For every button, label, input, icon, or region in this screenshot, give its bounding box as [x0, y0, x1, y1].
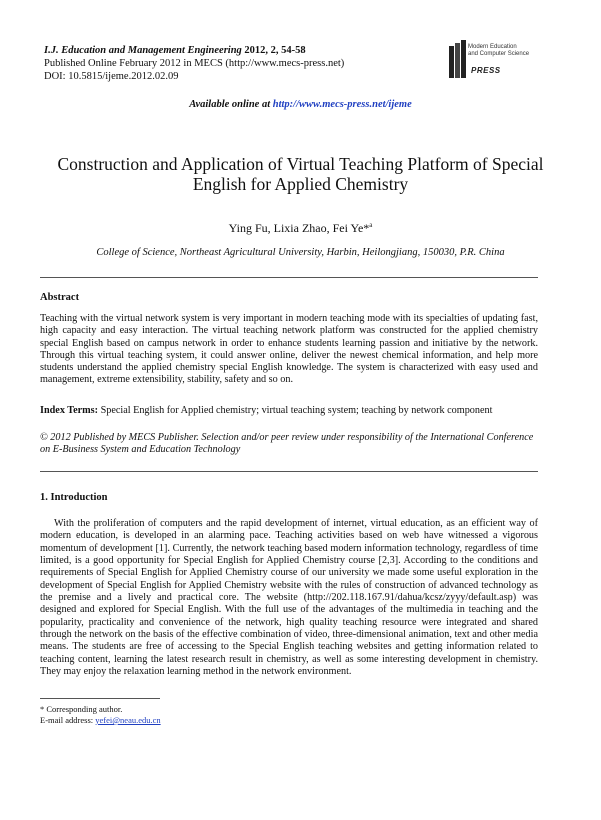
doi-line: DOI: 10.5815/ijeme.2012.02.09 [44, 71, 179, 82]
index-terms: Index Terms: Special English for Applied chemistry; virtual teaching system; teaching by network component [40, 405, 493, 416]
introduction-text: With the proliferation of computers and the rapid development of internet, virtual education, as an efficient way of modern education, is developed in an alarming pace. Teaching activities based on web have witnessed a vigorous momentum of development [1]. Currently, the network teaching based modern information technology, regardless of time limited, is a good opportunity for Special English for Applied Chemistry course [2,3]. According to the conditions and requirements of Special English for Applied Chemistry course of our university we made some useful exploration in the development of Special English for Applied Chemistry website with the rules of construction of advanced technology as the premise and a lively and practical core. The website (http://202.118.167.91/dahua/kcsz/zyyy/default.asp) was designed and explored for Special English. With the full use of the advantages of the multimedia in teaching and the popularity, practicality and convenience of the network, high quality teaching resource were integrated and shared through the network on the basis of the effective combination of video, three-dimensional animation, text and other media means. The students are free of accessing to the Special English teaching websites and getting information related to teaching content, learning the latest research result in chemistry, as well as some interesting development in chemistry. They may enjoy the relaxation learning method in the network environment. [40, 518, 538, 678]
journal-header [44, 44, 444, 83]
abstract-heading: Abstract [40, 292, 80, 303]
author-affiliation-mark: a [369, 221, 373, 229]
index-terms-label: Index Terms: [40, 405, 99, 416]
footnote-divider [40, 698, 160, 699]
journal-name: I.J. Education and Management Engineering [44, 45, 242, 56]
footnote [40, 704, 161, 726]
journal-url-link[interactable]: http://www.mecs-press.net/ijeme [272, 99, 412, 110]
logo-press: PRESS [471, 66, 501, 75]
affiliation: College of Science, Northeast Agricultural University, Harbin, Heilongjiang, 150030, P.R. China [96, 247, 505, 258]
logo-text: Modern Education and Computer Science [468, 44, 530, 57]
journal-issue: 2012, 2, 54-58 [244, 45, 306, 56]
divider-bottom [40, 471, 538, 472]
divider-top [40, 277, 538, 278]
email-link[interactable]: yefei@neau.edu.cn [95, 715, 161, 725]
paper-title: Construction and Application of Virtual Teaching Platform of Special English for Applied Chemistry [57, 154, 544, 194]
email-line: E-mail address: yefei@neau.edu.cn [40, 715, 161, 725]
journal-citation [44, 44, 444, 57]
authors: Ying Fu, Lixia Zhao, Fei Ye*$^a$ [228, 221, 373, 235]
book-stack-icon [448, 40, 468, 80]
published-line: Published Online February 2012 in MECS (http://www.mecs-press.net) [44, 58, 345, 69]
section-heading-introduction: 1. Introduction [40, 492, 108, 503]
corresponding-author-note: * Corresponding author. [40, 704, 123, 714]
abstract-text: Teaching with the virtual network system is very important in modern teaching mode with its specialties of updating fast, high capacity and easy interaction. The virtual teaching network platform was constructed for the applied chemistry special English based on campus network in order to enhance students learning passion and initiative by the network. Through this virtual teaching system, it could answer online, deliver the newest chemical information, and help more students understand the applied chemistry special English knowledge. The system is characterized with easy used and management, extreme extensibility, stability, safety and so on. [40, 313, 538, 386]
copyright-notice: © 2012 Published by MECS Publisher. Selection and/or peer review under responsibility of the International Conference on E-Business System and Education Technology [40, 432, 534, 456]
mecs-press-logo [448, 38, 558, 82]
available-online: Available online at http://www.mecs-press.net/ijeme [189, 99, 412, 110]
